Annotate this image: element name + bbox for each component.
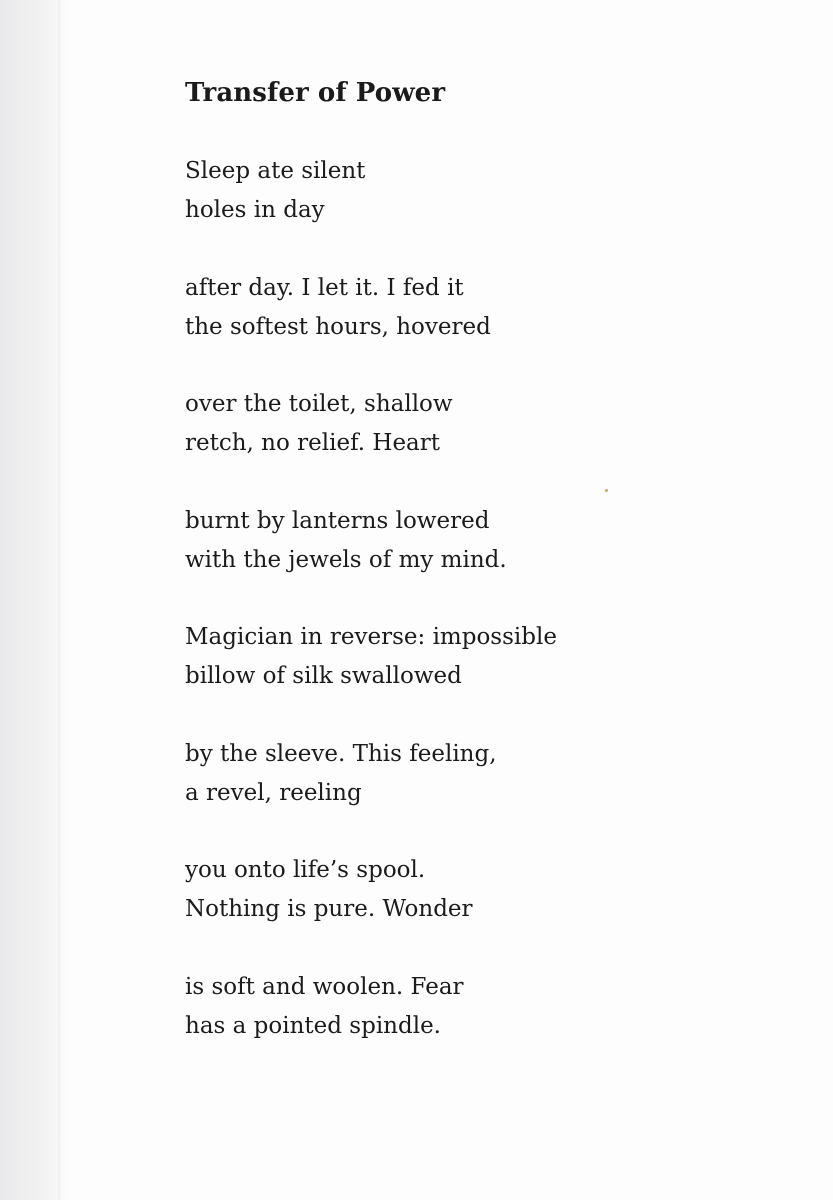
poem-line: billow of silk swallowed	[185, 663, 462, 689]
poem-line: holes in day	[185, 197, 325, 223]
stanza-6	[185, 735, 745, 813]
stanza-4	[185, 502, 745, 580]
poem-line: with the jewels of my mind.	[185, 546, 507, 573]
poem-line: Nothing is pure. Wonder	[185, 896, 473, 922]
stanza-1	[185, 152, 745, 230]
poem-title: Transfer of Power	[185, 78, 446, 108]
stanza-5	[185, 618, 745, 696]
page-edge	[58, 0, 61, 1200]
poem-line: Sleep ate silent	[185, 158, 366, 184]
poem-line: over the toilet, shallow	[185, 391, 453, 417]
stanza-8	[185, 968, 745, 1046]
stanza-7	[185, 851, 745, 929]
poem-line: is soft and woolen. Fear	[185, 973, 464, 1000]
poem-line: Magician in reverse: impossible	[185, 624, 557, 650]
stanza-2	[185, 269, 745, 347]
stanza-3	[185, 385, 745, 463]
poem	[185, 74, 745, 1084]
poem-line: after day. I let it. I fed it	[185, 274, 464, 301]
poem-line: you onto life’s spool.	[185, 857, 426, 883]
poem-line: retch, no relief. Heart	[185, 430, 440, 456]
poem-line: a revel, reeling	[185, 779, 362, 806]
poem-line: the softest hours, hovered	[185, 313, 491, 340]
poem-line: burnt by lanterns lowered	[185, 507, 490, 534]
poem-line: has a pointed spindle.	[185, 1012, 441, 1039]
poem-line: by the sleeve. This feeling,	[185, 740, 497, 767]
